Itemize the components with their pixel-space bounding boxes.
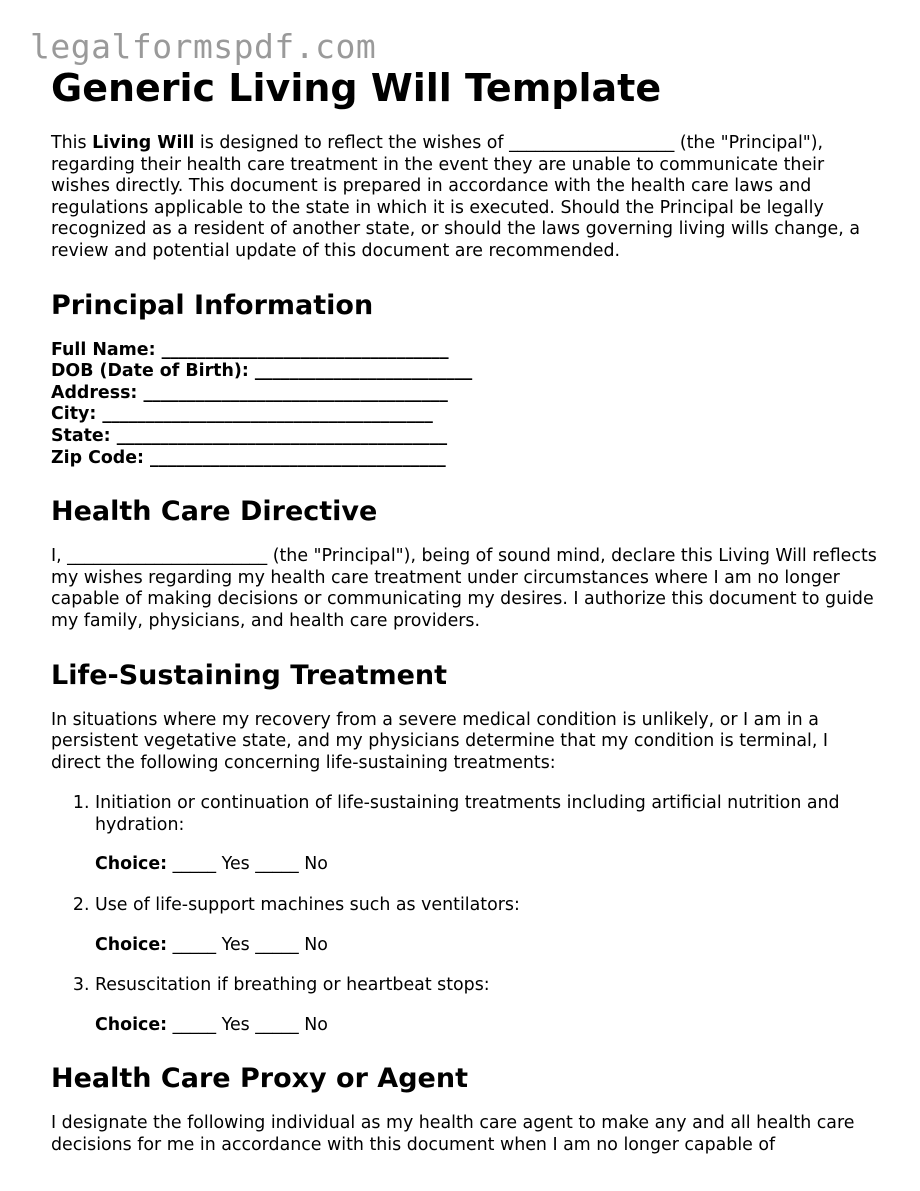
directive-heading: Health Care Directive bbox=[51, 496, 378, 528]
field-label: Address: bbox=[51, 382, 138, 403]
field-blank[interactable]: _________________________________ bbox=[161, 339, 449, 360]
field-label: Zip Code: bbox=[51, 447, 144, 468]
choice-options[interactable]: _____ Yes _____ No bbox=[167, 1014, 328, 1035]
choice-row[interactable] bbox=[95, 935, 881, 957]
choice-row[interactable] bbox=[95, 1015, 881, 1037]
choice-label: Choice: bbox=[95, 934, 168, 955]
life-sustaining-paragraph: In situations where my recovery from a severe medical condition is unlikely, or I am in a persistent vegetative state, and my physicians determine that my condition is terminal, I direct the following concerning life-sustaining treatments: bbox=[51, 709, 829, 773]
document-title: Generic Living Will Template bbox=[51, 66, 662, 110]
watermark: legalformspdf.com bbox=[30, 27, 377, 66]
field-blank[interactable]: ___________________________________ bbox=[143, 382, 448, 403]
intro-bold: Living Will bbox=[92, 133, 195, 153]
proxy-paragraph: I designate the following individual as my health care agent to make any and all health care decisions for me in accordance with this document when I am no longer capable of bbox=[51, 1113, 855, 1156]
choice-row[interactable] bbox=[95, 854, 881, 876]
treatment-text: Use of life-support machines such as ventilators: bbox=[95, 895, 520, 916]
field-dob[interactable] bbox=[51, 361, 881, 383]
field-blank[interactable]: ______________________________________ bbox=[116, 425, 448, 446]
choice-label: Choice: bbox=[95, 1014, 168, 1035]
list-item bbox=[95, 793, 881, 876]
field-label: City: bbox=[51, 404, 97, 425]
document-page bbox=[51, 64, 881, 1157]
treatment-text: Initiation or continuation of life-sustaining treatments including artificial nutrition and hydration: bbox=[95, 793, 840, 835]
treatment-text: Resuscitation if breathing or heartbeat stops: bbox=[95, 975, 490, 996]
choice-label: Choice: bbox=[95, 854, 168, 875]
treatment-list bbox=[51, 793, 881, 1036]
list-item bbox=[95, 895, 881, 956]
field-address[interactable] bbox=[51, 383, 881, 405]
intro-post: is designed to reflect the wishes of ___________________ (the "Principal"), regarding their health care treatment in the event they are unable to communicate their wishes directly. This document is prepared in accordance with the health care laws and regulations applicable to the state in which it is executed. Should the Principal be legally recognized as a resident of another state, or should the laws governing living wills change, a review and potential update of this document are recommended. bbox=[51, 133, 860, 261]
field-blank[interactable]: __________________________________ bbox=[150, 447, 446, 468]
directive-paragraph: I, _______________________ (the "Principal"), being of sound mind, declare this Living Will reflects my wishes regarding my health care treatment under circumstances where I am no longer capable of making decisions or communicating my desires. I authorize this document to guide my family, physicians, and health care providers. bbox=[51, 546, 877, 631]
field-city[interactable] bbox=[51, 404, 881, 426]
field-zip-code[interactable] bbox=[51, 448, 881, 470]
field-state[interactable] bbox=[51, 426, 881, 448]
choice-options[interactable]: _____ Yes _____ No bbox=[167, 854, 328, 875]
intro-pre: This bbox=[51, 133, 93, 153]
proxy-heading: Health Care Proxy or Agent bbox=[51, 1063, 468, 1095]
list-item bbox=[95, 975, 881, 1036]
field-label: Full Name: bbox=[51, 339, 156, 360]
choice-options[interactable]: _____ Yes _____ No bbox=[167, 934, 328, 955]
field-label: DOB (Date of Birth): bbox=[51, 361, 249, 382]
principal-info-fields bbox=[51, 340, 881, 470]
field-blank[interactable]: _________________________ bbox=[254, 361, 473, 382]
field-label: State: bbox=[51, 425, 111, 446]
principal-info-heading: Principal Information bbox=[51, 289, 374, 321]
intro-paragraph bbox=[51, 133, 881, 263]
life-sustaining-heading: Life-Sustaining Treatment bbox=[51, 659, 448, 691]
field-blank[interactable]: ______________________________________ bbox=[102, 404, 433, 425]
field-full-name[interactable] bbox=[51, 340, 881, 362]
